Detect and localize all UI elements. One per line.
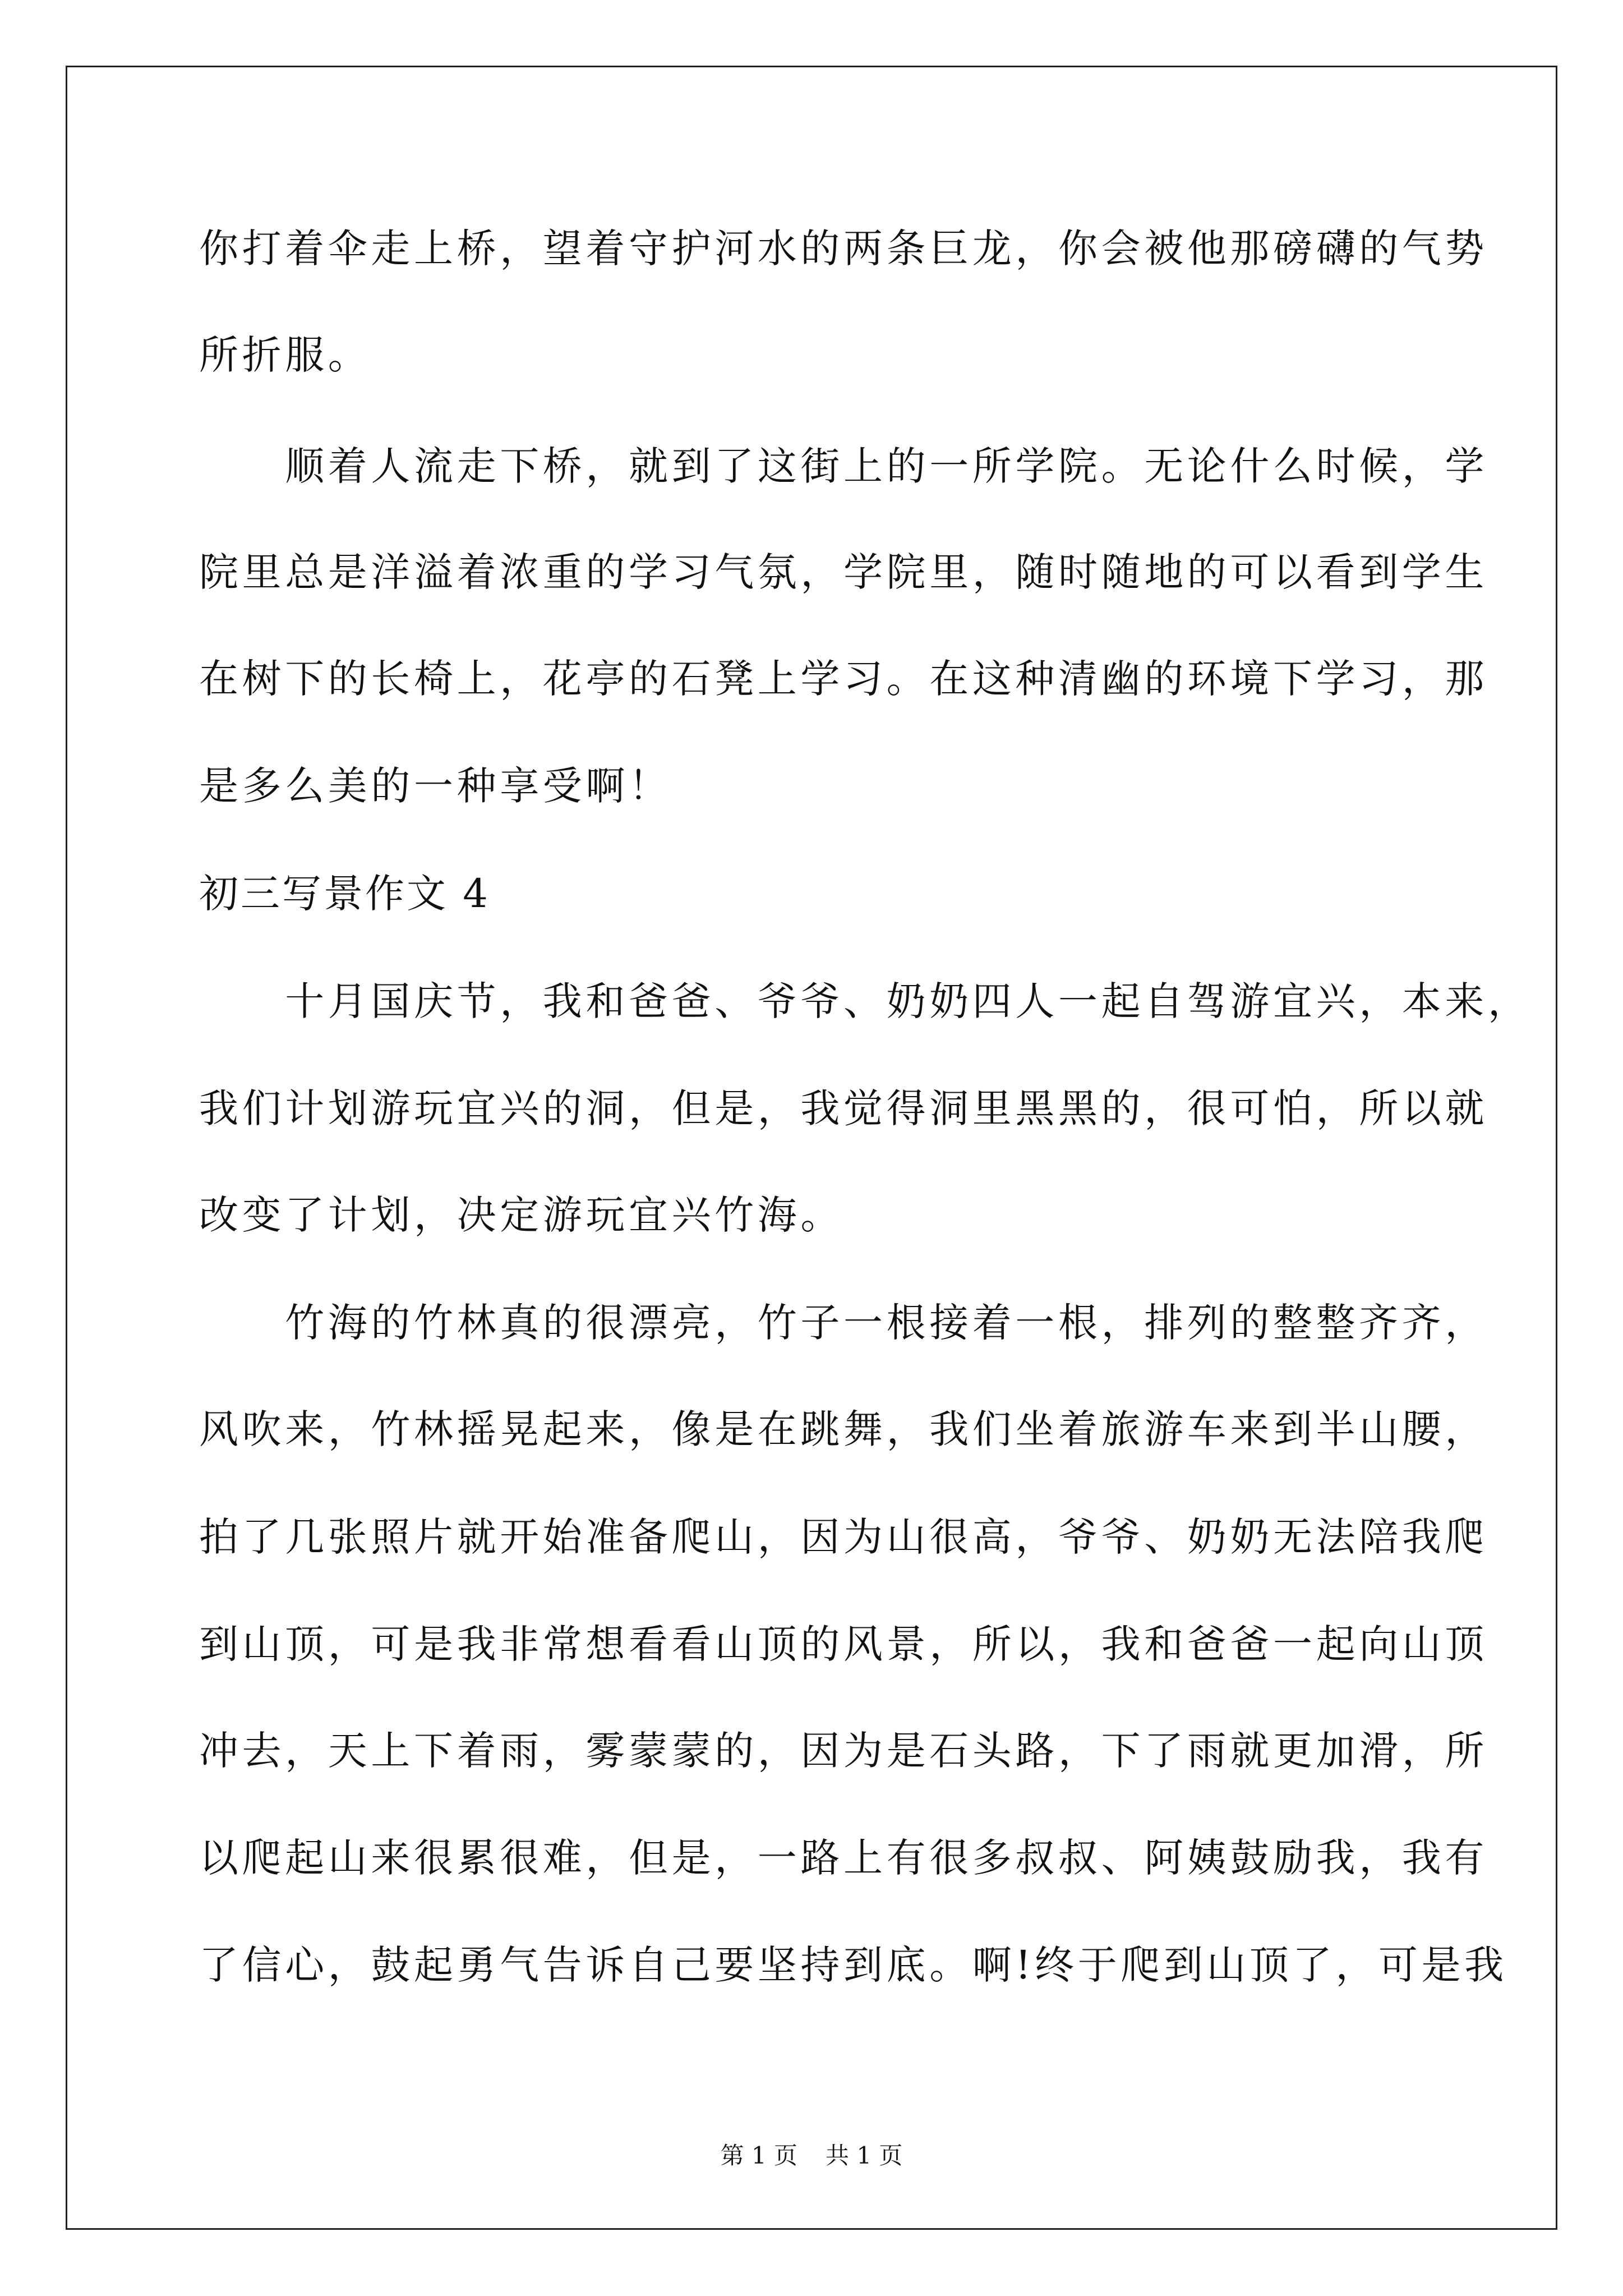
text-line: 院里总是洋溢着浓重的学习气氛，学院里，随时随地的可以看到学生: [199, 549, 1488, 595]
text-line: 顺着人流走下桥，就到了这街上的一所学院。无论什么时候，学: [199, 443, 1488, 489]
text-line: 十月国庆节，我和爸爸、爷爷、奶奶四人一起自驾游宜兴，本来，: [199, 978, 1531, 1024]
page-border: [66, 66, 1557, 2230]
page-number: 第 1 页: [720, 2142, 797, 2169]
text-line: 是多么美的一种享受啊！: [199, 763, 672, 809]
text-line: 风吹来，竹林摇晃起来，像是在跳舞，我们坐着旅游车来到半山腰，: [199, 1406, 1488, 1452]
section-heading: 初三写景作文 4: [199, 871, 490, 917]
page-total: 共 1 页: [826, 2142, 903, 2169]
text-line: 我们计划游玩宜兴的洞，但是，我觉得洞里黑黑的，很可怕，所以就: [199, 1085, 1488, 1131]
text-line: 在树下的长椅上，花亭的石凳上学习。在这种清幽的环境下学习，那: [199, 656, 1488, 702]
text-line: 到山顶，可是我非常想看看山顶的风景，所以，我和爸爸一起向山顶: [199, 1621, 1488, 1667]
text-line: 改变了计划，决定游玩宜兴竹海。: [199, 1192, 843, 1238]
text-line: 拍了几张照片就开始准备爬山，因为山很高，爷爷、奶奶无法陪我爬: [199, 1514, 1488, 1560]
text-line: 竹海的竹林真的很漂亮，竹子一根接着一根，排列的整整齐齐，: [199, 1300, 1488, 1346]
text-line: 你打着伞走上桥，望着守护河水的两条巨龙，你会被他那磅礴的气势: [199, 226, 1488, 272]
text-line: 了信心，鼓起勇气告诉自己要坚持到底。啊!终于爬到山顶了，可是我: [199, 1942, 1507, 1988]
text-line: 冲去，天上下着雨，雾蒙蒙的，因为是石头路，下了雨就更加滑，所: [199, 1728, 1488, 1774]
text-line: 所折服。: [199, 332, 371, 378]
page-footer: [0, 2140, 1623, 2171]
text-line: 以爬起山来很累很难，但是，一路上有很多叔叔、阿姨鼓励我，我有: [199, 1835, 1488, 1881]
